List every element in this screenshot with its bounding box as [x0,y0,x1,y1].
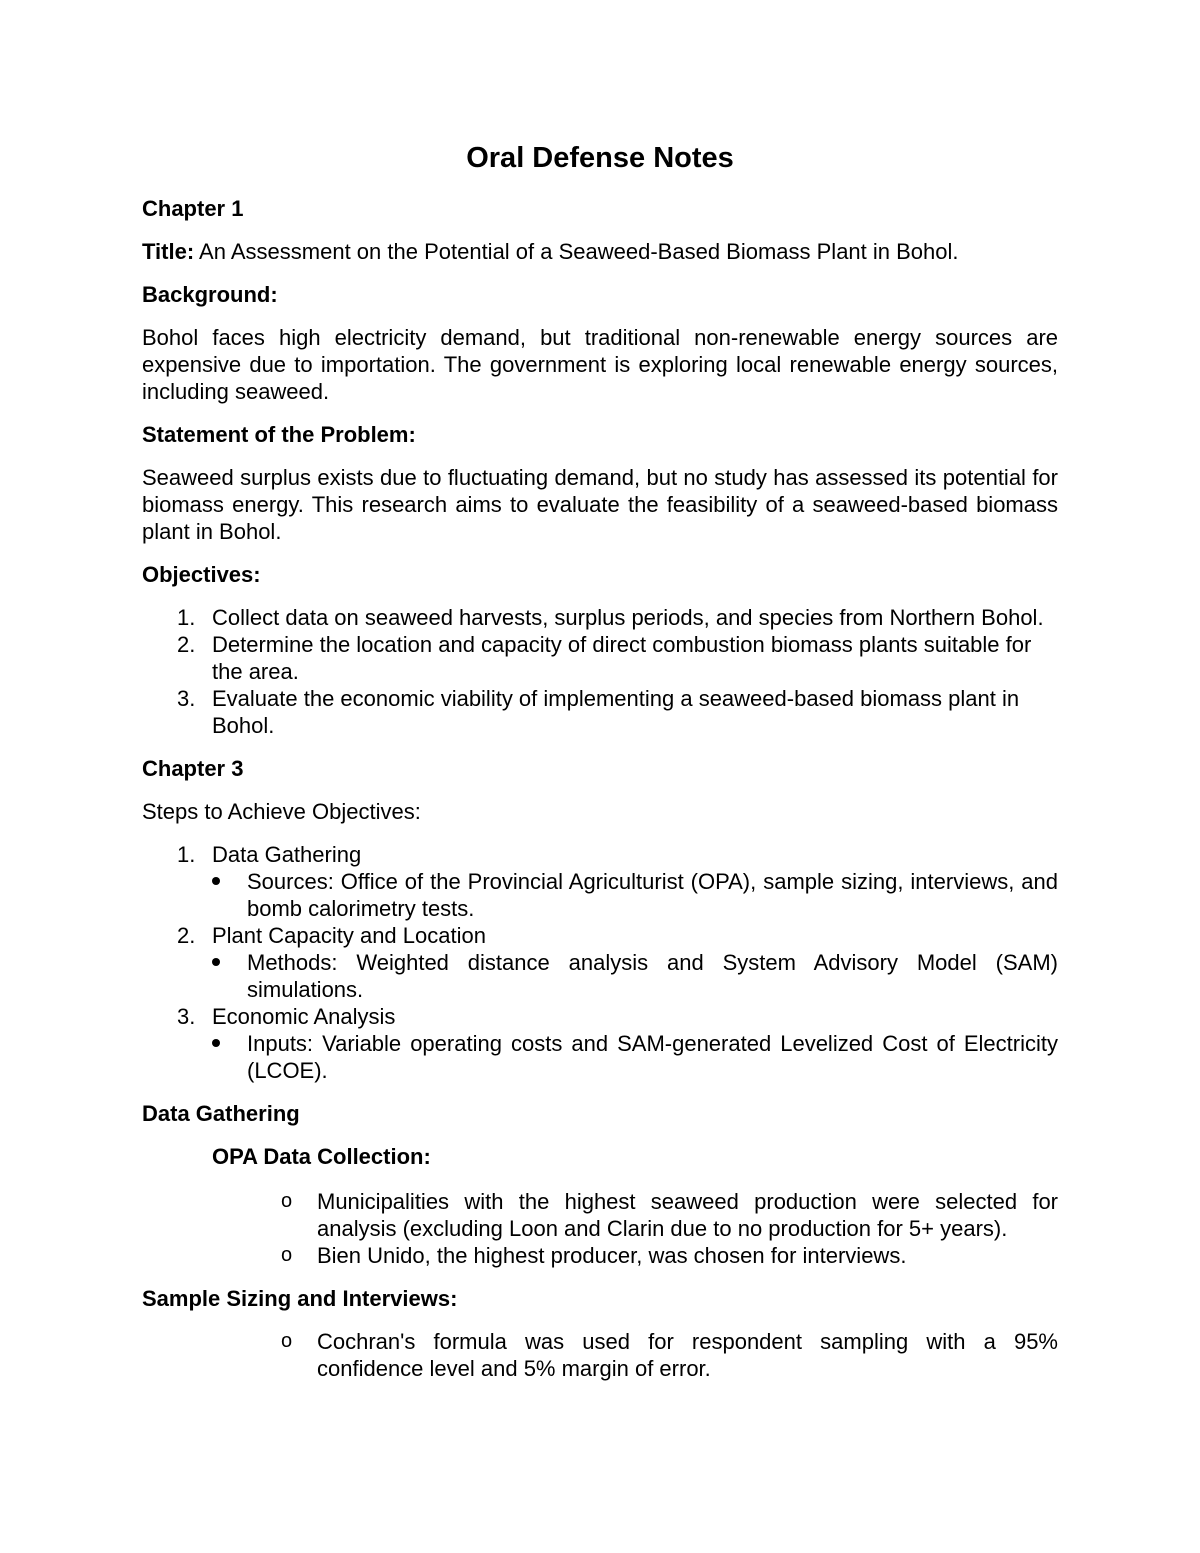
sample-heading: Sample Sizing and Interviews: [142,1286,458,1311]
chapter-1-heading: Chapter 1 [142,196,244,221]
problem-heading: Statement of the Problem: [142,422,416,447]
objective-text: Evaluate the economic viability of implementing a seaweed-based biomass plant in Bohol. [212,686,1020,738]
list-number: 1. [177,605,196,630]
document-title: Oral Defense Notes [466,142,734,174]
bullet-list [212,868,1058,922]
chapter-3-heading: Chapter 3 [142,756,244,781]
bullet-list [212,949,1058,1003]
list-number: 2. [177,632,196,657]
bullet-item [212,868,1058,922]
title-label: Title: [142,239,195,264]
bullet-list [212,1030,1058,1084]
opa-item-text: Municipalities with the highest seaweed production were selected for analysis (excluding Loon and Clarin due to no production for 5+ years). [317,1189,1058,1241]
list-number: 3. [177,686,196,711]
list-item [142,1328,1058,1382]
steps-list [142,841,1058,1084]
bullet-icon [212,1039,220,1047]
title-paragraph [142,238,1058,265]
circle-bullet-icon: o [281,1330,293,1352]
list-number: 1. [177,842,196,867]
circle-bullet-icon: o [281,1244,293,1266]
list-number: 3. [177,1004,196,1029]
circle-bullet-icon: o [281,1190,293,1212]
list-number: 2. [177,923,196,948]
step-detail: Inputs: Variable operating costs and SAM-generated Levelized Cost of Electricity (LCOE). [247,1031,1058,1083]
bullet-icon [212,958,220,966]
step-label: Economic Analysis [212,1004,396,1029]
step-label: Data Gathering [212,842,362,867]
steps-intro: Steps to Achieve Objectives: [142,799,421,824]
list-item [142,685,1058,739]
bullet-icon [212,877,220,885]
opa-heading: OPA Data Collection: [212,1144,431,1169]
sample-list [142,1328,1058,1382]
bullet-item [212,1030,1058,1084]
list-item [142,1242,1058,1269]
objective-text: Collect data on seaweed harvests, surplus periods, and species from Northern Bohol. [212,605,1044,630]
opa-item-text: Bien Unido, the highest producer, was chosen for interviews. [317,1243,907,1268]
data-gathering-heading: Data Gathering [142,1101,300,1126]
background-text: Bohol faces high electricity demand, but traditional non-renewable energy sources are expensive due to importation. The government is exploring local renewable energy sources, including seaweed. [142,325,1058,404]
list-item [142,1003,1058,1084]
document-page [142,140,1058,1398]
bullet-item [212,949,1058,1003]
list-item [142,1188,1058,1242]
title-text: An Assessment on the Potential of a Seaweed-Based Biomass Plant in Bohol. [194,239,959,264]
objective-text: Determine the location and capacity of direct combustion biomass plants suitable for the area. [212,632,1032,684]
list-item [142,604,1058,631]
objectives-heading: Objectives: [142,562,261,587]
list-item [142,631,1058,685]
background-heading: Background: [142,282,278,307]
step-detail: Methods: Weighted distance analysis and System Advisory Model (SAM) simulations. [247,950,1058,1002]
sample-item-text: Cochran's formula was used for respondent sampling with a 95% confidence level and 5% margin of error. [317,1329,1058,1381]
objectives-list [142,604,1058,739]
step-label: Plant Capacity and Location [212,923,486,948]
list-item [142,922,1058,1003]
problem-text: Seaweed surplus exists due to fluctuating demand, but no study has assessed its potential for biomass energy. This research aims to evaluate the feasibility of a seaweed-based biomass plant in Bohol. [142,465,1058,544]
step-detail: Sources: Office of the Provincial Agriculturist (OPA), sample sizing, interviews, and bomb calorimetry tests. [247,869,1058,921]
opa-list [142,1188,1058,1269]
list-item [142,841,1058,922]
